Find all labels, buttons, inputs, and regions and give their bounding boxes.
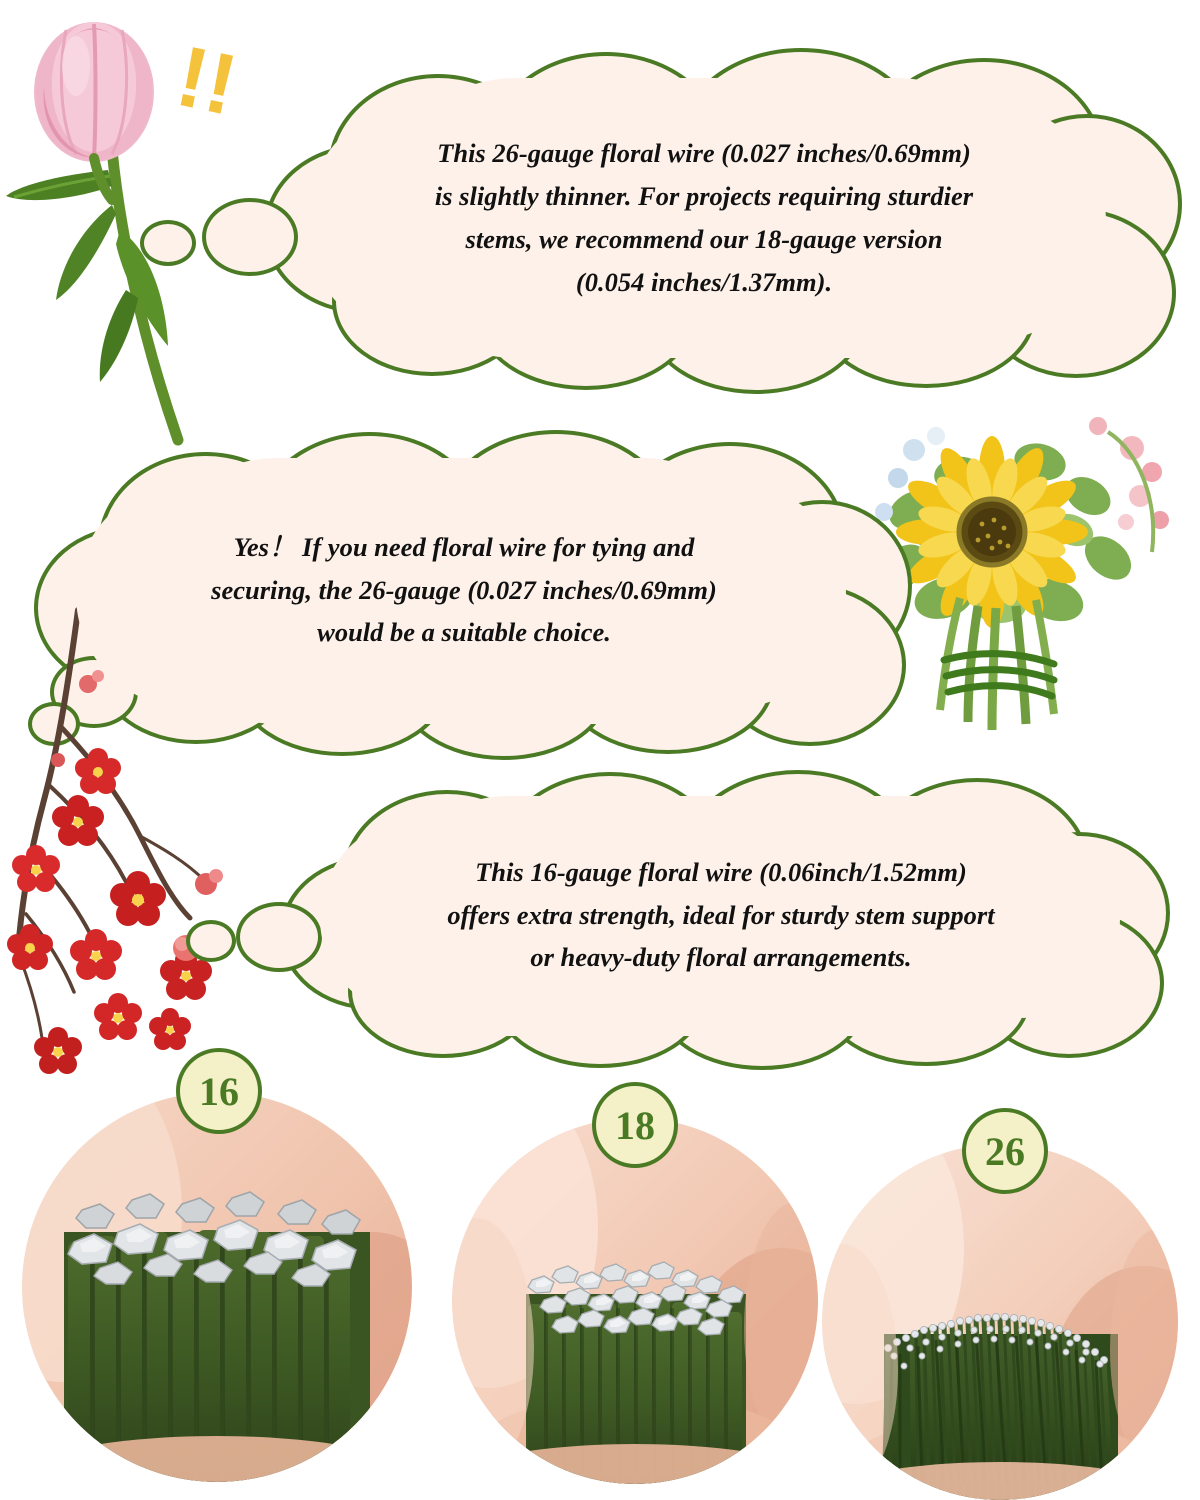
wire-bundle-16-icon [22, 1092, 412, 1482]
photo-gauge-16 [22, 1092, 412, 1482]
bubble-line: securing, the 26-gauge (0.027 inches/0.69mm) [211, 574, 717, 605]
bubble-text-26-gauge-tying [14, 430, 914, 750]
badge-label: 16 [199, 1068, 239, 1114]
bubble-line: is slightly thinner. For projects requiring sturdier [434, 181, 974, 212]
bubble-line: offers extra strength, ideal for sturdy stem support [447, 899, 995, 930]
speech-bubble-26-gauge-thinner [236, 48, 1172, 388]
badge-gauge-18 [592, 1082, 678, 1168]
bubble-line: stems, we recommend our 18-gauge version [465, 224, 943, 254]
photo-gauge-26 [822, 1144, 1178, 1500]
bubble-line: or heavy-duty floral arrangements. [530, 942, 912, 973]
bubble-text-26-gauge-thinner [236, 48, 1172, 388]
badge-label: 18 [615, 1102, 655, 1148]
bubble-line: This 26-gauge floral wire (0.027 inches/0.69mm) [437, 138, 971, 169]
bubble-line: Yes！ If you need floral wire for tying and [233, 531, 695, 562]
photo-gauge-18 [452, 1118, 818, 1484]
wire-bundle-18-icon [452, 1118, 818, 1484]
badge-gauge-16 [176, 1048, 262, 1134]
bubble-line: would be a suitable choice. [317, 617, 611, 648]
bubble-line: This 16-gauge floral wire (0.06inch/1.52mm) [475, 856, 967, 887]
speech-bubble-16-gauge-strength [262, 770, 1180, 1060]
badge-gauge-26 [962, 1108, 1048, 1194]
badge-label: 26 [985, 1128, 1025, 1174]
wire-bundle-26-icon [822, 1144, 1178, 1500]
bubble-line: (0.054 inches/1.37mm). [575, 266, 833, 297]
exclamation-mark-icon: !! [168, 28, 245, 134]
bubble-text-16-gauge-strength [262, 770, 1180, 1060]
speech-bubble-26-gauge-tying [14, 430, 914, 750]
